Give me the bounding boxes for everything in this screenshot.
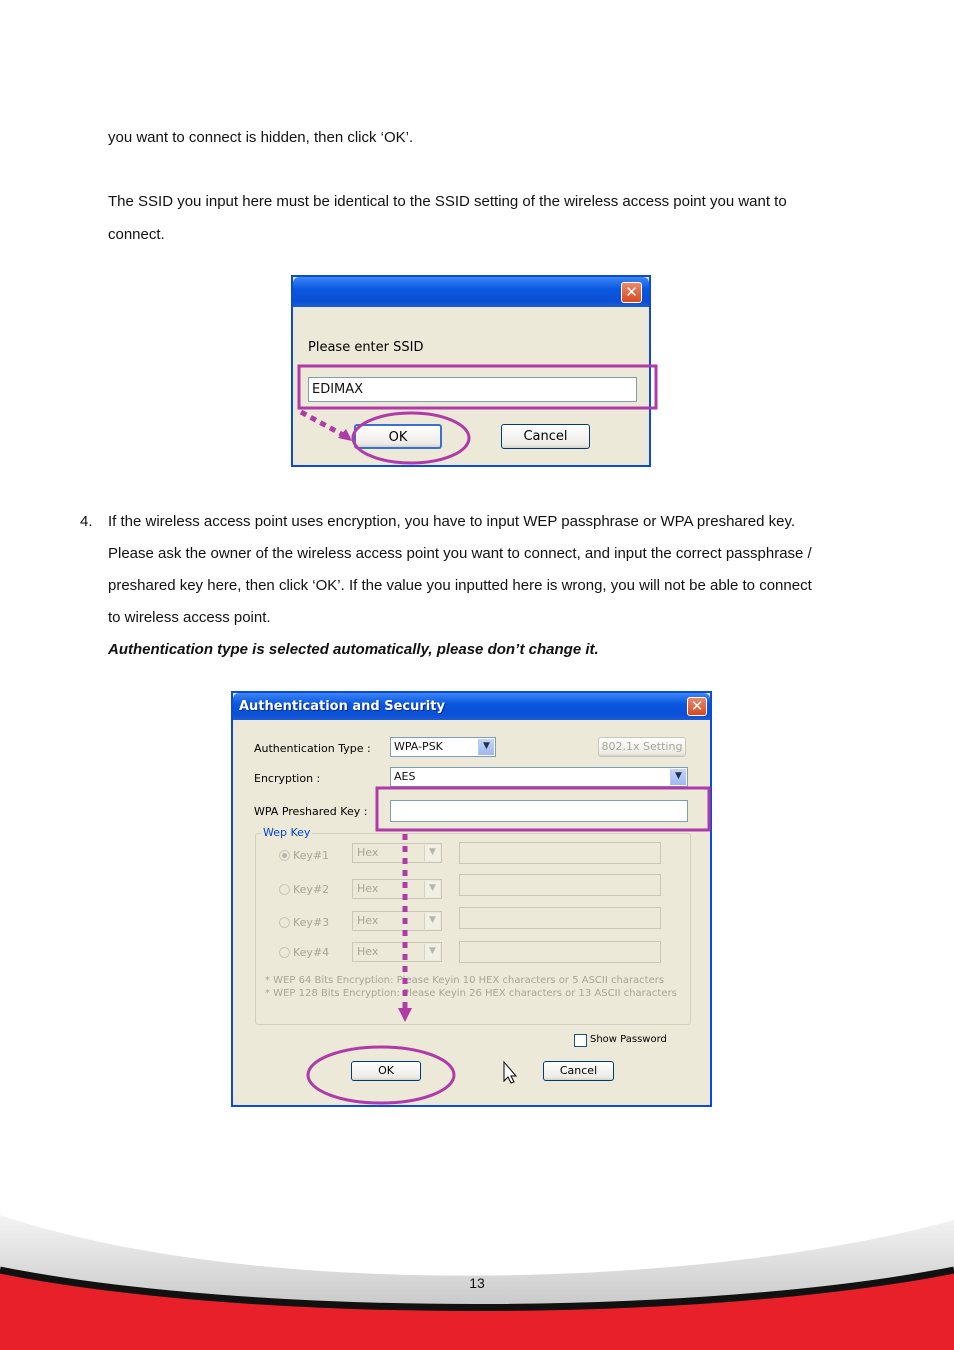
note-text: Authentication type is selected automatically, please don’t change it. xyxy=(108,641,599,658)
key4-format: Hex xyxy=(357,945,379,958)
cancel-button[interactable]: Cancel xyxy=(543,1061,614,1081)
ssid-input[interactable]: EDIMAX xyxy=(308,377,637,402)
key4-format-select[interactable] xyxy=(352,942,442,962)
auth-type-label: Authentication Type : xyxy=(254,742,371,755)
chevron-down-icon: ▼ xyxy=(670,769,686,785)
close-icon[interactable]: ✕ xyxy=(621,282,642,303)
text-line: connect. xyxy=(108,226,165,243)
wpa-key-label: WPA Preshared Key : xyxy=(254,805,368,818)
wpa-key-input[interactable] xyxy=(390,800,688,822)
key3-format-select[interactable] xyxy=(352,911,442,931)
key2-input[interactable] xyxy=(459,874,661,896)
auth-dialog-title: Authentication and Security xyxy=(239,699,445,714)
auth-dialog-titlebar xyxy=(233,693,710,720)
key1-format-select[interactable] xyxy=(352,843,442,863)
step-number: 4. xyxy=(80,513,93,530)
ssid-prompt: Please enter SSID xyxy=(308,340,424,355)
key3-input[interactable] xyxy=(459,907,661,929)
key2-format: Hex xyxy=(357,882,379,895)
key4-label: Key#4 xyxy=(293,946,330,959)
key2-radio[interactable] xyxy=(279,884,290,895)
key1-format: Hex xyxy=(357,846,379,859)
text-line: to wireless access point. xyxy=(108,609,271,626)
auth-dialog xyxy=(231,691,712,1107)
ok-button[interactable]: OK xyxy=(354,424,442,449)
show-password-label: Show Password xyxy=(590,1034,667,1045)
8021x-setting-button[interactable]: 802.1x Setting xyxy=(598,737,686,757)
chevron-down-icon: ▼ xyxy=(478,739,494,755)
text-line: The SSID you input here must be identical to the SSID setting of the wireless access point you want to xyxy=(108,193,787,210)
ok-button[interactable]: OK xyxy=(351,1061,421,1081)
key3-format: Hex xyxy=(357,914,379,927)
show-password-checkbox[interactable] xyxy=(574,1034,587,1047)
wep64-hint: * WEP 64 Bits Encryption: Please Keyin 10 HEX characters or 5 ASCII characters xyxy=(265,975,665,986)
text-line: preshared key here, then click ‘OK’. If the value you inputted here is wrong, you will not be able to connect xyxy=(108,577,812,594)
encryption-value: AES xyxy=(394,770,416,783)
key1-label: Key#1 xyxy=(293,849,330,862)
chevron-down-icon: ▼ xyxy=(424,845,440,861)
key3-radio[interactable] xyxy=(279,917,290,928)
key4-input[interactable] xyxy=(459,941,661,963)
key4-radio[interactable] xyxy=(279,947,290,958)
chevron-down-icon: ▼ xyxy=(424,913,440,929)
key3-label: Key#3 xyxy=(293,916,330,929)
close-icon[interactable]: ✕ xyxy=(687,697,707,716)
key1-radio[interactable] xyxy=(279,850,290,861)
key1-input[interactable] xyxy=(459,842,661,864)
key2-label: Key#2 xyxy=(293,883,330,896)
key2-format-select[interactable] xyxy=(352,879,442,899)
text-line: If the wireless access point uses encryption, you have to input WEP passphrase or WPA preshared key. xyxy=(108,513,796,530)
wep-key-group-label: Wep Key xyxy=(263,826,311,839)
encryption-label: Encryption : xyxy=(254,772,321,785)
chevron-down-icon: ▼ xyxy=(424,944,440,960)
footer-swoosh xyxy=(0,1170,954,1350)
auth-type-select[interactable] xyxy=(390,737,496,757)
wep128-hint: * WEP 128 Bits Encryption: Please Keyin 26 HEX characters or 13 ASCII characters xyxy=(265,988,677,999)
ssid-dialog-titlebar xyxy=(293,277,649,307)
cancel-button[interactable]: Cancel xyxy=(501,424,590,449)
encryption-select[interactable] xyxy=(390,767,688,787)
page-number: 13 xyxy=(469,1275,485,1291)
chevron-down-icon: ▼ xyxy=(424,881,440,897)
ssid-dialog xyxy=(291,275,651,467)
text-line: you want to connect is hidden, then click ‘OK’. xyxy=(108,129,414,146)
text-line: Please ask the owner of the wireless access point you want to connect, and input the correct passphrase / xyxy=(108,545,812,562)
auth-type-value: WPA-PSK xyxy=(394,740,443,753)
